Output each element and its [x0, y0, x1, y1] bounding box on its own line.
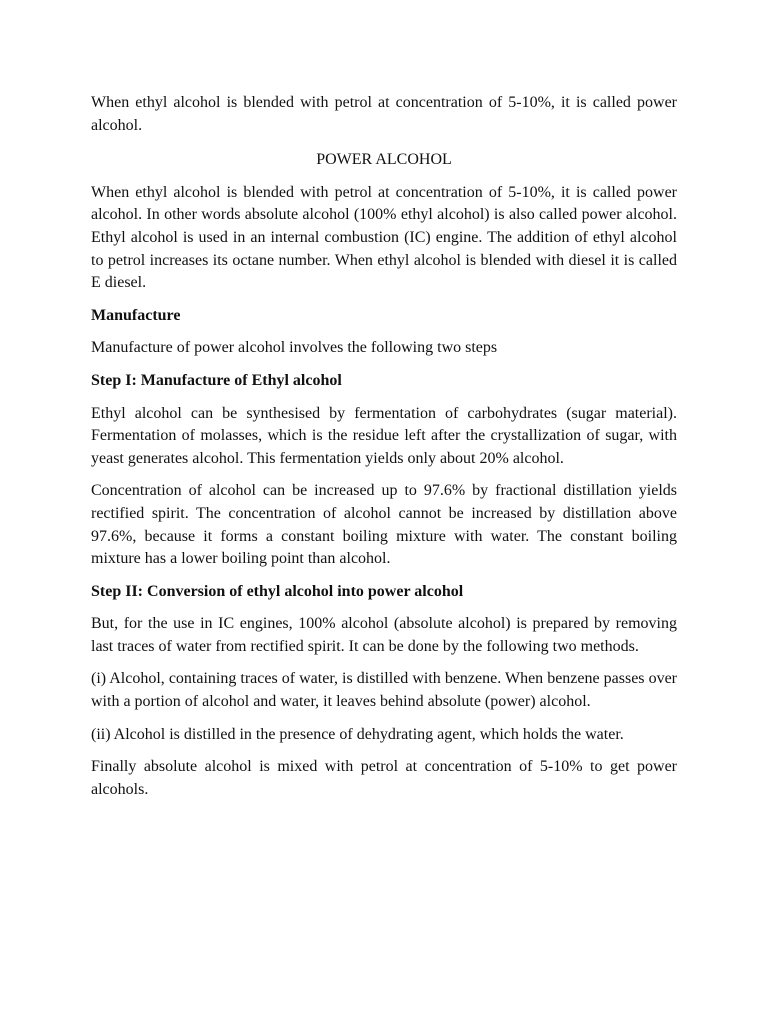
step1-paragraph-distillation: Concentration of alcohol can be increased up to 97.6% by fractional distillation yields rectified spirit. The concentration of alcohol cannot be increased by distillation above 97.6%, because it forms a constant boiling mixture with water. The constant boiling mixture has a lower boiling point than alcohol.: [91, 482, 677, 568]
manufacture-paragraph: Manufacture of power alcohol involves the following two steps: [91, 339, 498, 357]
document-title: POWER ALCOHOL: [316, 151, 452, 169]
step1-heading: Step I: Manufacture of Ethyl alcohol: [91, 371, 342, 389]
intro-paragraph: When ethyl alcohol is blended with petrol at concentration of 5-10%, it is called power alcohol.: [91, 94, 677, 134]
definition-paragraph: When ethyl alcohol is blended with petrol at concentration of 5-10%, it is called power alcohol. In other words absolute alcohol (100% ethyl alcohol) is also called power alcohol. Ethyl alcohol is used in an internal combustion (IC) engine. The addition of ethyl alcohol to petrol increases its octane number. When ethyl alcohol is blended with diesel it is called E diesel.: [91, 183, 677, 292]
step2-method-1: (i) Alcohol, containing traces of water, is distilled with benzene. When benzene passes over with a portion of alcohol and water, it leaves behind absolute (power) alcohol.: [91, 670, 677, 711]
manufacture-heading: Manufacture: [91, 306, 181, 324]
step2-method-2: (ii) Alcohol is distilled in the presence of dehydrating agent, which holds the water.: [91, 725, 624, 743]
step2-paragraph-intro: But, for the use in IC engines, 100% alcohol (absolute alcohol) is prepared by removing last traces of water from rectified spirit. It can be done by the following two methods.: [91, 615, 677, 655]
step2-heading: Step II: Conversion of ethyl alcohol into power alcohol: [91, 582, 464, 600]
conclusion-paragraph: Finally absolute alcohol is mixed with petrol at concentration of 5-10% to get power alcohols.: [91, 758, 677, 798]
step1-paragraph-fermentation: Ethyl alcohol can be synthesised by fermentation of carbohydrates (sugar material). Fermentation of molasses, which is the residue left after the crystallization of sugar, with yeast generates alcohol. This fermentation yields only about 20% alcohol.: [91, 404, 677, 467]
document-page: [91, 92, 677, 811]
